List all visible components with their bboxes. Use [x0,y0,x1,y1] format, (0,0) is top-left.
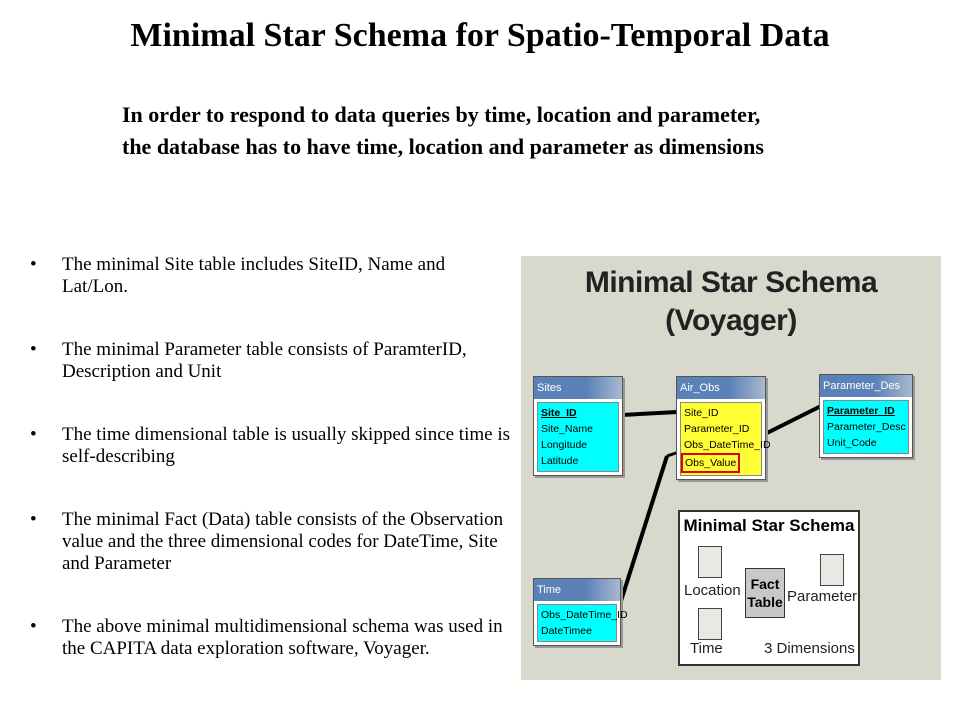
dimensions-label: 3 Dimensions [764,640,855,657]
inset-title: Minimal Star Schema [683,516,855,535]
bullet-marker: • [30,339,37,360]
sites-field: Longitude [541,439,588,451]
air-obs-table [676,376,771,480]
bullet-text: The minimal Parameter table consists of ParamterID, Description and Unit [62,339,467,382]
sites-key-field: Site_ID [541,407,577,419]
location-label: Location [684,582,741,599]
diagram-title [521,264,941,340]
slide-subtitle [122,99,942,163]
bullet-item [30,339,510,383]
bullet-marker: • [30,509,37,530]
parameter-label: Parameter [787,588,858,605]
parameter-field: Unit_Code [827,437,877,449]
time-dimension-box [698,608,722,640]
star-schema-inset [678,510,860,666]
sites-table-fields [537,402,619,472]
relation-line-sites-airobs [622,412,677,415]
air-obs-field: Parameter_ID [684,423,750,435]
air-obs-field: Obs_DateTime_ID [684,439,771,451]
bullet-item [30,254,510,298]
bullet-text: The time dimensional table is usually skipped since time is self-describing [62,424,511,467]
sites-field: Latitude [541,455,579,467]
relation-line-airobs-parameter [765,406,821,434]
diagram-title-line-2: (Voyager) [665,304,797,337]
parameter-key-field: Parameter_ID [827,405,895,417]
air-obs-field: Site_ID [684,407,719,419]
bullet-item [30,424,510,468]
diagram-title-line-1: Minimal Star Schema [584,266,878,299]
star-schema-diagram [521,256,941,680]
fact-label-line-1: Fact [750,576,780,592]
time-table-header: Time [534,579,620,601]
bullet-marker: • [30,616,37,637]
parameter-table-header: Parameter_Des [820,375,912,397]
slide-title: Minimal Star Schema for Spatio-Temporal Data [130,17,830,54]
obs-value-highlight: Obs_Value [681,453,740,473]
parameter-table [819,374,913,458]
subtitle-line-1: In order to respond to data queries by time, location and parameter, [122,102,761,127]
air-obs-table-fields [680,402,771,476]
bullet-text: The above minimal multidimensional schema was used in the CAPITA data exploration software, Voyager. [62,616,503,659]
parameter-dimension-box [820,554,844,586]
subtitle-line-2: the database has to have time, location and parameter as dimensions [122,134,764,159]
time-field: Obs_DateTime_ID [541,609,628,621]
sites-field: Site_Name [541,423,593,435]
bullet-text: The minimal Fact (Data) table consists of the Observation value and the three dimensional codes for DateTime, Site and Parameter [62,509,504,574]
parameter-field: Parameter_Desc [827,421,906,433]
bullet-text: The minimal Site table includes SiteID, Name and Lat/Lon. [62,254,446,297]
sites-table-header: Sites [534,377,622,399]
bullet-marker: • [30,424,37,445]
parameter-table-fields [823,400,909,454]
fact-table-box [745,568,785,618]
sites-table [533,376,623,476]
location-dimension-box [698,546,722,578]
fact-label-line-2: Table [747,594,783,610]
bullet-item [30,509,510,575]
air-obs-table-header: Air_Obs [677,377,765,399]
time-label: Time [690,640,723,657]
bullet-list [30,254,510,701]
bullet-item [30,616,510,660]
bullet-marker: • [30,254,37,275]
relation-line-time-airobs [620,456,667,604]
time-table [533,578,628,646]
time-table-fields [537,604,628,642]
time-field: DateTimee [541,625,592,637]
